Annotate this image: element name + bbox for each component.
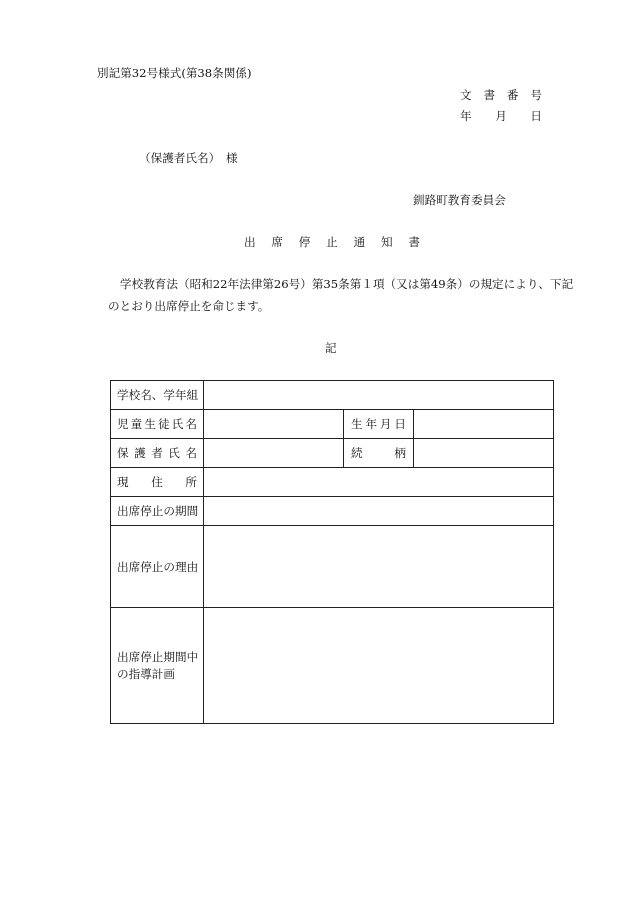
birth-date-value-cell [414,410,554,439]
issue-date-label [460,109,542,123]
table-row-guidance-plan [111,608,554,724]
distributed-char: 席 [271,235,283,249]
period-label: 出席停止の期間 [117,504,199,518]
distributed-char: 知 [380,235,393,249]
guidance-plan-value-cell [204,608,554,724]
distributed-char: 書 [483,88,496,102]
school-class-value-cell [204,381,554,410]
guidance-plan-label-line-1: 出席停止期間中 [117,649,199,664]
distributed-char: 保 [117,446,129,460]
period-value-cell [204,497,554,526]
distributed-char: 年 [460,109,472,123]
distributed-char: 氏 [171,417,184,431]
student-name-label [117,417,197,431]
relationship-value-cell [414,439,554,468]
notice-details-table [110,380,554,724]
distributed-char: 止 [326,235,338,249]
school-class-label: 学校名、学年組 [117,388,199,402]
distributed-char: 氏 [168,446,180,460]
table-row-student-name [111,410,554,439]
address-label-cell [111,468,204,497]
distributed-char: 日 [394,417,406,431]
guidance-plan-label-line-2: の指導計画 [117,666,175,681]
birth-date-label [351,417,406,431]
distributed-char: 書 [408,235,420,249]
address-label [117,475,197,489]
guidance-plan-label-cell [111,608,204,724]
distributed-char: 徒 [158,417,170,431]
distributed-char: 生 [144,417,156,431]
distributed-char: 続 [351,446,363,460]
distributed-char: 出 [244,235,256,249]
guardian-name-label [117,446,197,460]
distributed-char: 番 [506,88,519,102]
guardian-name-value-cell [204,439,344,468]
table-row-address [111,468,554,497]
document-number-label [460,88,542,102]
distributed-char: 年 [365,417,378,431]
distributed-char: 護 [134,446,146,460]
relationship-label [351,446,406,460]
distributed-char: 文 [460,88,472,102]
particulars-heading: 記 [325,341,337,355]
period-label-cell [111,497,204,526]
student-name-label-cell [111,410,204,439]
distributed-char: 生 [351,417,363,431]
distributed-char: 通 [353,235,366,249]
distributed-char: 月 [379,417,392,431]
reason-label-cell [111,526,204,608]
distributed-char: 名 [185,417,197,431]
distributed-char: 住 [151,475,163,489]
table-row-period [111,497,554,526]
distributed-char: 号 [530,88,542,102]
body-text-line-2: のとおり出席停止を命じます。 [108,299,270,313]
table-row-guardian-name [111,439,554,468]
issuer-name: 釧路町教育委員会 [413,193,506,207]
relationship-label-cell [344,439,414,468]
table-row-school-class [111,381,554,410]
distributed-char: 童 [130,417,143,431]
body-text-line-1: 学校教育法（昭和22年法律第26号）第35条第１項（又は第49条）の規定により、下記 [120,277,574,291]
distributed-char: 柄 [394,446,406,460]
table-row-reason [111,526,554,608]
distributed-char: 名 [185,446,197,460]
distributed-char: 所 [185,475,197,489]
recipient-honorific: 様 [226,151,238,165]
address-value-cell [204,468,554,497]
distributed-char: 日 [530,109,542,123]
reason-value-cell [204,526,554,608]
distributed-char: 児 [117,417,129,431]
distributed-char: 月 [495,109,507,123]
distributed-char: 現 [117,475,129,489]
guardian-name-label-cell [111,439,204,468]
document-title [244,235,420,249]
recipient-name-placeholder: （保護者氏名） [139,151,221,165]
distributed-char: 停 [298,235,311,249]
school-class-label-cell [111,381,204,410]
reason-label: 出席停止の理由 [117,559,199,574]
birth-date-label-cell [344,410,414,439]
form-number: 別記第32号様式(第38条関係) [97,66,252,80]
distributed-char: 者 [151,446,163,460]
student-name-value-cell [204,410,344,439]
